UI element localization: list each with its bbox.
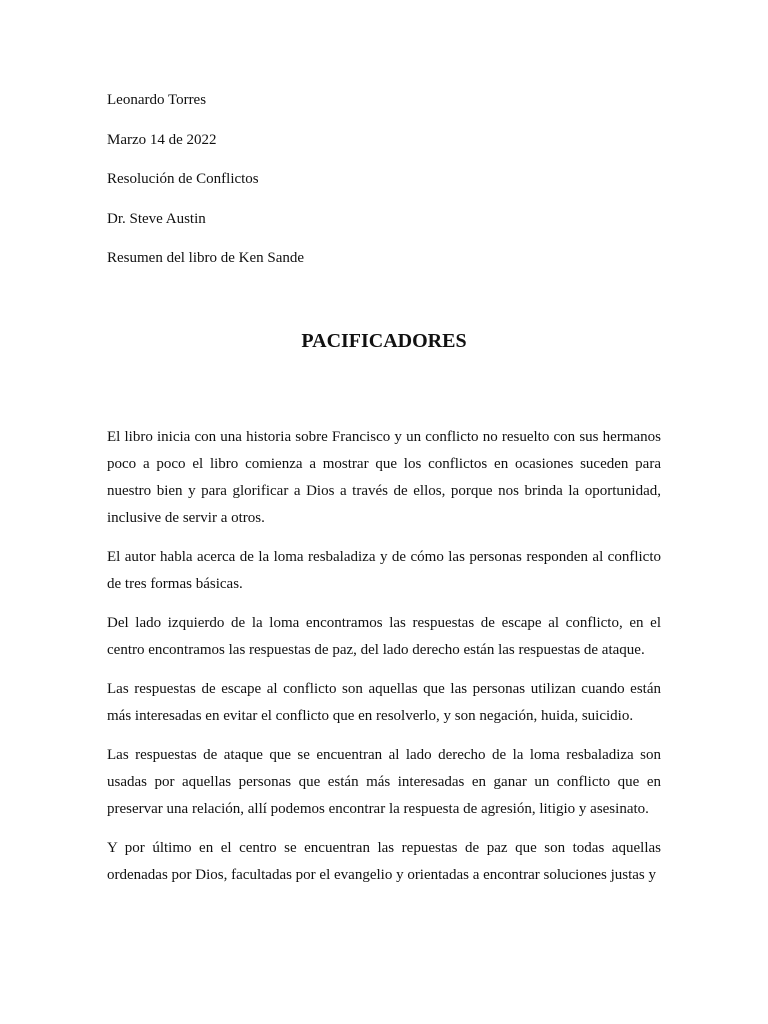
assignment-description: Resumen del libro de Ken Sande [107,250,305,266]
body-paragraph: El libro inicia con una historia sobre Francisco y un conflicto no resuelto con sus hermanos poco a poco el libro comienza a mostrar que los conflictos en ocasiones suceden para nuestro bien y para glorificar a Dios a través de ellos, porque nos brinda la oportunidad, inclusive de servir a otros. [107,429,661,526]
author-name: Leonardo Torres [107,92,207,108]
document-header [107,90,667,288]
body-paragraph: Las respuestas de ataque que se encuentran al lado derecho de la loma resbaladiza son usadas por aquellas personas que están más interesadas en ganar un conflicto que en preservar una relación, allí podemos encontrar la respuesta de agresión, litigio y asesinato. [107,747,661,817]
body-paragraph: Del lado izquierdo de la loma encontramos las respuestas de escape al conflicto, en el centro encontramos las respuestas de paz, del lado derecho están las respuestas de ataque. [107,615,661,658]
course-name: Resolución de Conflictos [107,171,259,187]
body-paragraph: Las respuestas de escape al conflicto son aquellas que las personas utilizan cuando están más interesadas en evitar el conflicto que en resolverlo, y son negación, huida, suicidio. [107,681,661,724]
document-body [107,424,661,901]
document-title: PACIFICADORES [301,330,467,352]
document-date: Marzo 14 de 2022 [107,131,217,148]
body-paragraph: El autor habla acerca de la loma resbaladiza y de cómo las personas responden al conflicto de tres formas básicas. [107,549,661,592]
instructor-name: Dr. Steve Austin [107,210,206,227]
body-paragraph: Y por último en el centro se encuentran las repuestas de paz que son todas aquellas ordenadas por Dios, facultadas por el evangelio y orientadas a encontrar soluciones justas y [107,840,661,883]
